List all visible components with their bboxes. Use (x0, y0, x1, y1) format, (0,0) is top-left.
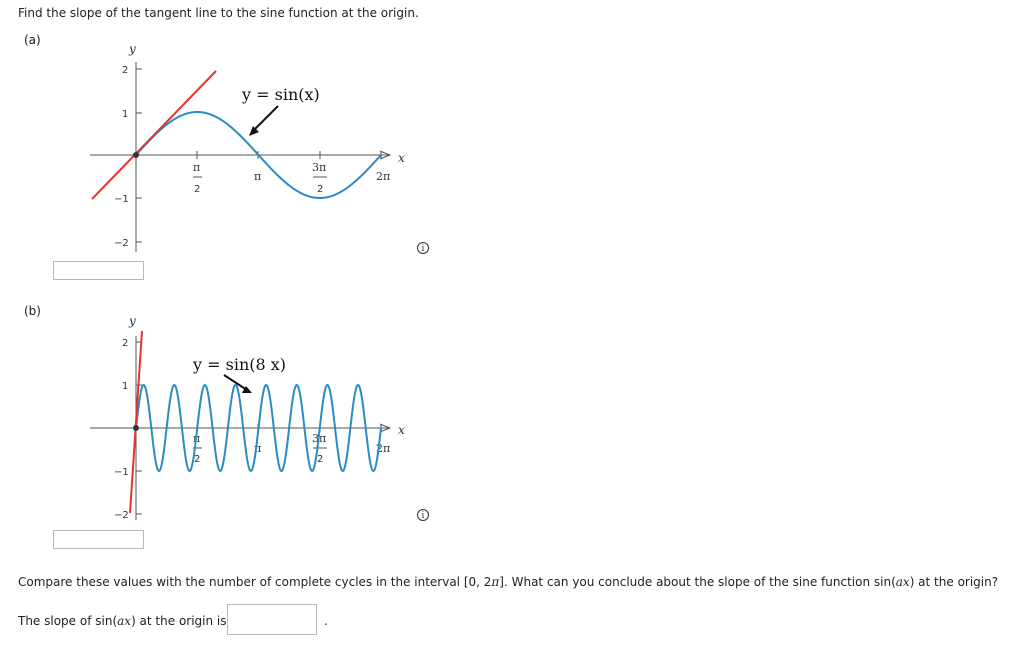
graph-a-ytick-neg1: −1 (114, 194, 129, 205)
graph-a-xtick-pi2-den: 2 (194, 184, 201, 195)
graph-b-xtick-pi2-den: 2 (194, 454, 201, 465)
graph-b-ytick-1: 1 (122, 381, 129, 392)
graph-a-y-label: y (129, 42, 136, 56)
graph-b-y-label: y (129, 314, 136, 328)
graph-a-xtick-pi: π (254, 170, 262, 183)
graph-b-ytick-neg1: −1 (114, 467, 129, 478)
graph-b-equation-arrow (224, 375, 247, 390)
graph-a-xtick-2pi: 2π (376, 170, 391, 183)
graph-a-xtick-3pi2-den: 2 (317, 184, 324, 195)
graph-b-xtick-pi2-num: π (193, 432, 201, 445)
graph-b-origin-point (133, 425, 139, 431)
graph-a-equation: y = sin(x) (242, 85, 320, 104)
graph-a-x-label: x (398, 151, 405, 165)
graph-b-xtick-2pi: 2π (376, 442, 391, 455)
compare-question: Compare these values with the number of complete cycles in the interval [0, 2π]. What can you conclude about the slope of the sine function sin(ax) at the origin? (18, 575, 999, 589)
graph-b-ytick-2: 2 (122, 338, 129, 349)
graph-a-ytick-1: 1 (122, 109, 129, 120)
info-icon-b[interactable]: i (417, 509, 429, 521)
graph-a-xtick-pi2-num: π (193, 161, 201, 174)
part-a-label: (a) (24, 33, 41, 47)
part-b-answer-input[interactable] (53, 530, 144, 549)
graph-a-ytick-2: 2 (122, 65, 129, 76)
graph-a-xtick-3pi2-num: 3π (312, 161, 327, 174)
part-b-label: (b) (24, 304, 41, 318)
graph-b-xtick-pi: π (254, 442, 262, 455)
question-prompt: Find the slope of the tangent line to the sine function at the origin. (18, 6, 419, 20)
slope-period: . (324, 614, 328, 628)
graph-a-ytick-neg2: −2 (114, 238, 129, 249)
graph-b-equation: y = sin(8 x) (193, 355, 287, 374)
slope-answer-input[interactable] (227, 604, 317, 635)
graph-b-x-label: x (398, 423, 405, 437)
graph-b-ytick-neg2: −2 (114, 510, 129, 521)
slope-statement-label: The slope of sin(ax) at the origin is (18, 614, 227, 628)
info-icon-a[interactable]: i (417, 242, 429, 254)
graph-b-xtick-3pi2-num: 3π (312, 432, 327, 445)
graph-b-xtick-3pi2-den: 2 (317, 454, 324, 465)
